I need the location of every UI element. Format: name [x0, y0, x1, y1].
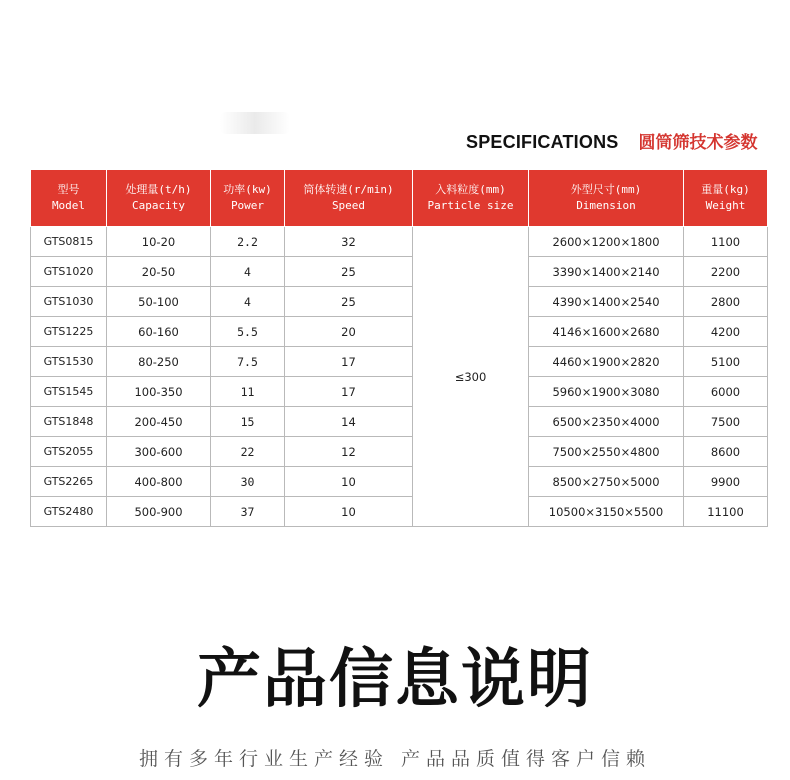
cell-weight: 9900: [684, 467, 768, 497]
spec-table: [30, 170, 768, 527]
cell-speed: 25: [285, 287, 413, 317]
cell-power: 11: [211, 377, 285, 407]
cell-capacity: 100-350: [107, 377, 211, 407]
cell-speed: 14: [285, 407, 413, 437]
cell-power: 15: [211, 407, 285, 437]
cell-weight: 5100: [684, 347, 768, 377]
table-row: [31, 467, 768, 497]
cell-capacity: 60-160: [107, 317, 211, 347]
cell-speed: 12: [285, 437, 413, 467]
cell-power: 4: [211, 287, 285, 317]
cell-model: GTS1225: [31, 317, 107, 347]
column-header-model: 型号 Model: [31, 170, 107, 227]
blurred-watermark: [220, 112, 290, 134]
cell-power: 4: [211, 257, 285, 287]
cell-dimension: 3390×1400×2140: [529, 257, 684, 287]
table-row: [31, 407, 768, 437]
cell-weight: 8600: [684, 437, 768, 467]
cell-model: GTS1545: [31, 377, 107, 407]
cell-capacity: 500-900: [107, 497, 211, 527]
cell-weight: 2800: [684, 287, 768, 317]
cell-model: GTS1020: [31, 257, 107, 287]
cell-dimension: 4460×1900×2820: [529, 347, 684, 377]
column-header-capacity: 处理量(t/h) Capacity: [107, 170, 211, 227]
cell-capacity: 20-50: [107, 257, 211, 287]
cell-capacity: 80-250: [107, 347, 211, 377]
cell-speed: 10: [285, 467, 413, 497]
table-row: [31, 287, 768, 317]
table-row: [31, 347, 768, 377]
cell-dimension: 8500×2750×5000: [529, 467, 684, 497]
cell-power: 2.2: [211, 227, 285, 257]
cell-model: GTS0815: [31, 227, 107, 257]
cell-model: GTS2265: [31, 467, 107, 497]
cell-speed: 32: [285, 227, 413, 257]
cell-dimension: 2600×1200×1800: [529, 227, 684, 257]
cell-weight: 7500: [684, 407, 768, 437]
cell-power: 37: [211, 497, 285, 527]
cell-capacity: 200-450: [107, 407, 211, 437]
cell-power: 7.5: [211, 347, 285, 377]
cell-speed: 17: [285, 347, 413, 377]
table-row: [31, 227, 768, 257]
column-header-speed: 筒体转速(r/min) Speed: [285, 170, 413, 227]
cell-model: GTS1848: [31, 407, 107, 437]
cell-speed: 25: [285, 257, 413, 287]
table-row: [31, 257, 768, 287]
cell-capacity: 50-100: [107, 287, 211, 317]
cell-model: GTS1530: [31, 347, 107, 377]
cell-particle-size-merged: ≤300: [413, 227, 529, 527]
cell-power: 5.5: [211, 317, 285, 347]
table-row: [31, 377, 768, 407]
cell-dimension: 6500×2350×4000: [529, 407, 684, 437]
cell-dimension: 7500×2550×4800: [529, 437, 684, 467]
cell-weight: 11100: [684, 497, 768, 527]
cell-capacity: 10-20: [107, 227, 211, 257]
table-row: [31, 317, 768, 347]
table-row: [31, 437, 768, 467]
cell-weight: 6000: [684, 377, 768, 407]
cell-speed: 20: [285, 317, 413, 347]
spec-title-cn: 圆筒筛技术参数: [638, 133, 758, 153]
table-body: [31, 227, 768, 527]
table-row: [31, 497, 768, 527]
spec-title: [466, 128, 757, 153]
cell-capacity: 300-600: [107, 437, 211, 467]
cell-dimension: 5960×1900×3080: [529, 377, 684, 407]
cell-weight: 4200: [684, 317, 768, 347]
cell-weight: 1100: [684, 227, 768, 257]
column-header-weight: 重量(kg) Weight: [684, 170, 768, 227]
cell-speed: 17: [285, 377, 413, 407]
spec-title-en: SPECIFICATIONS: [466, 132, 619, 152]
cell-dimension: 4146×1600×2680: [529, 317, 684, 347]
column-header-dimension: 外型尺寸(mm) Dimension: [529, 170, 684, 227]
column-header-particle-size: 入料粒度(mm) Particle size: [413, 170, 529, 227]
cell-weight: 2200: [684, 257, 768, 287]
cell-model: GTS2480: [31, 497, 107, 527]
section-title: 产品信息说明: [197, 642, 593, 717]
section-subtitle: 拥有多年行业生产经验 产品品质值得客户信赖: [138, 748, 652, 770]
column-header-power: 功率(kw) Power: [211, 170, 285, 227]
cell-speed: 10: [285, 497, 413, 527]
cell-dimension: 10500×3150×5500: [529, 497, 684, 527]
table-header-row: [31, 170, 768, 227]
cell-power: 30: [211, 467, 285, 497]
cell-power: 22: [211, 437, 285, 467]
cell-model: GTS1030: [31, 287, 107, 317]
cell-dimension: 4390×1400×2540: [529, 287, 684, 317]
cell-model: GTS2055: [31, 437, 107, 467]
cell-capacity: 400-800: [107, 467, 211, 497]
